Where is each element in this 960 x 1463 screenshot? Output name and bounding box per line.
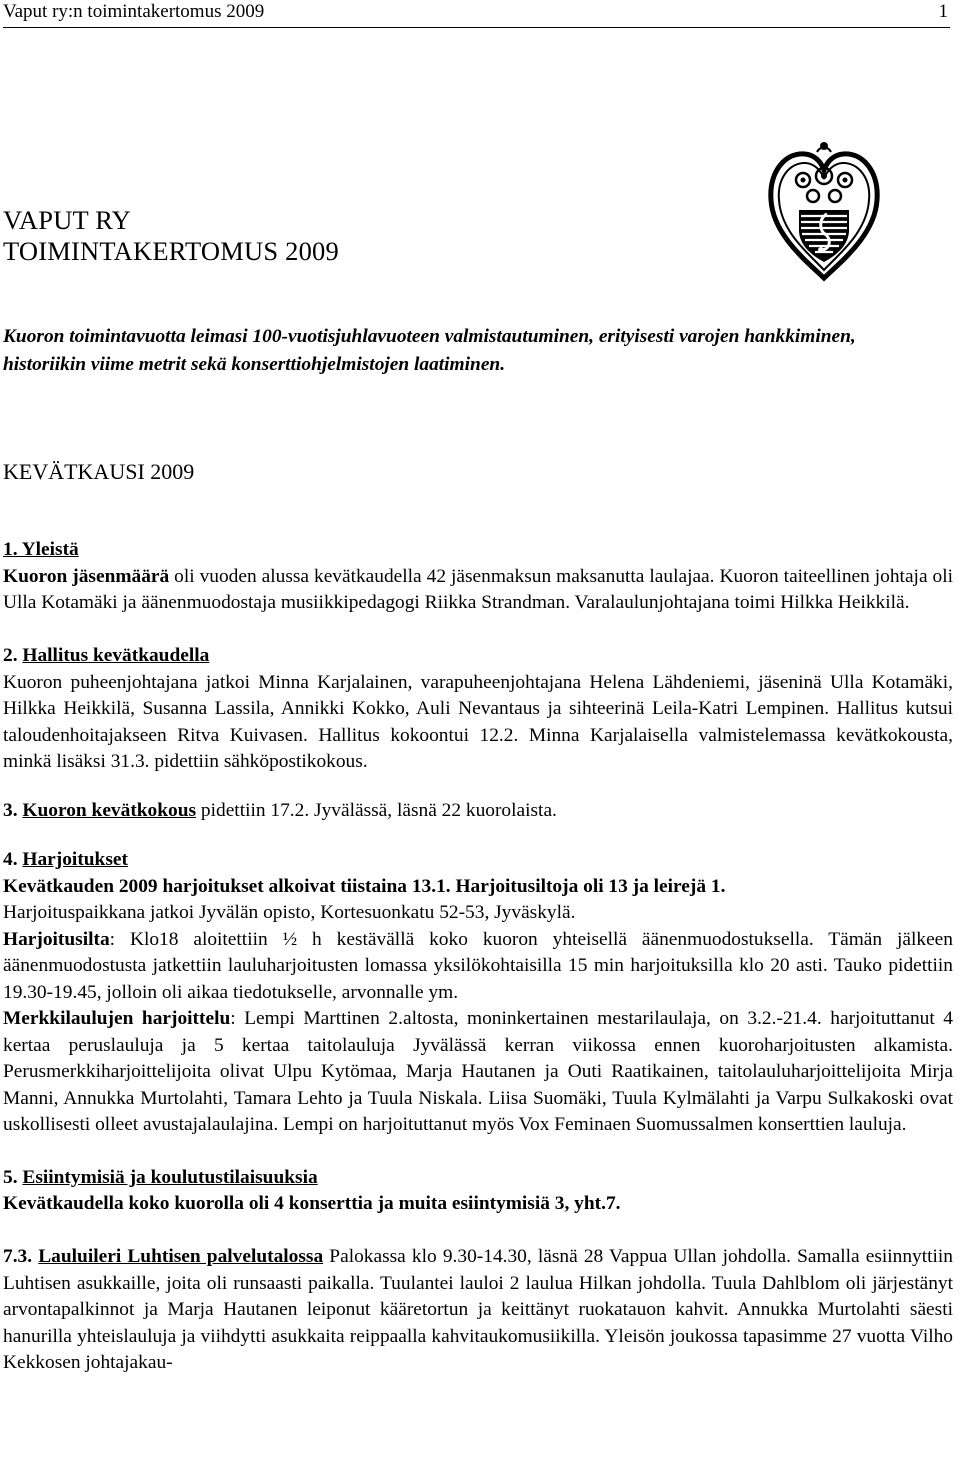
section-4-heading — [3, 847, 953, 874]
heart-crest-icon — [765, 138, 883, 283]
event-text: Palokassa klo 9.30-14.30, läsnä 28 Vappua Ullan johdolla. Samalla esiinnyttiin Luhtisen asukkaille, joita oli runsaasti paikalla. Tuulantei lauloi 2 laulua Hilkan johdolla. Tuula Dahlblom oli järjestänyt arvontapalkinnot ja Marja Hautanen leiponut kääretortun ja keittänyt ruokatauon kahvit. Annukka Murtolahti säesti hanurilla yhteislauluja ja viihdytti asukkaita reippaalla kahvitaukomusiikilla. Yleisön joukossa tapasimme 27 vuotta Vilho Kekkosen johtajakau- — [3, 1246, 953, 1373]
section-4-bold-line: Kevätkauden 2009 harjoitukset alkoivat tiistaina 13.1. Harjoitusiltoja oli 13 ja leirejä 1. — [3, 875, 726, 897]
practice-evening-text: : Klo18 aloitettiin ½ h kestävällä koko kuoron yhteisellä äänenmuodostuksella. Tämän jälkeen äänenmuodostusta jatkettiin lauluharjoitusten lomassa yksilökohtaisilla 15 min harjoituksilla klo 20 asti. Tauko pidettiin 19.30-19.45, jolloin oli aikaa tiedotukselle, arvonnalle ym. — [3, 928, 953, 1003]
section-3-title: Kuoron kevätkokous — [22, 799, 197, 821]
section-1-heading: 1. Yleistä — [3, 539, 79, 560]
section-4-title: Harjoitukset — [22, 849, 128, 870]
section-4-number: 4. — [3, 849, 23, 870]
section-3 — [3, 798, 953, 825]
badge-songs-text: : Lempi Marttinen 2.altosta, moninkertainen mestarilaulaja, on 3.2.-21.4. harjoituttanut 4 kertaa peruslauluja ja 5 kertaa taitolauluja Jyvälässä kerran viikossa ennen kuoroharjoitusten alkamista. Perusmerkkiharjoittelijoita olivat Ulpu Kytömaa, Marja Hautanen ja Outi Raatikainen, taitolauluharjoittelijoita Mirja Manni, Annukka Murtolahti, Tamara Lehto ja Tuula Niskala. Liisa Suomäki, Tuula Kylmälahti ja Varpu Sulkakoski ovat uskollisesti olleet avustajalaulajina. Lempi on harjoituttanut myös Vox Feminaen Suomussalmen konserttien lauluja. — [3, 1008, 953, 1135]
section-2-title: Hallitus kevätkaudella — [22, 645, 210, 666]
event-date: 7.3. — [3, 1246, 39, 1267]
section-4 — [3, 847, 953, 1139]
document-body — [3, 537, 953, 1377]
intro-paragraph: Kuoron toimintavuotta leimasi 100-vuotisjuhlavuoteen valmistautuminen, erityisesti varojen hankkiminen, historiikin viime metrit sekä konserttiohjelmistojen laatiminen. — [3, 326, 856, 375]
section-3-line — [3, 798, 953, 825]
section-1 — [3, 537, 953, 617]
section-5-title: Esiintymisiä ja koulutustilaisuuksia — [22, 1166, 318, 1188]
heart-crest-logo — [765, 138, 883, 283]
section-1-bold-lead: Kuoron jäsenmäärä — [3, 565, 170, 587]
page-header — [3, 0, 950, 24]
document-title-line-2: TOIMINTAKERTOMUS 2009 — [3, 236, 339, 266]
section-4-practice-evening — [3, 927, 953, 1007]
section-5-paragraph — [3, 1244, 953, 1377]
header-divider — [3, 27, 950, 28]
badge-songs-label: Merkkilaulujen harjoittelu — [3, 1008, 231, 1029]
section-2-heading — [3, 643, 953, 670]
section-3-number: 3. — [3, 799, 23, 821]
section-5-number: 5. — [3, 1166, 23, 1188]
practice-evening-label: Harjoitusilta — [3, 928, 110, 950]
section-1-paragraph — [3, 564, 953, 617]
section-3-text: pidettiin 17.2. Jyvälässä, läsnä 22 kuorolaista. — [196, 799, 557, 821]
section-4-location: Harjoituspaikkana jatkoi Jyvälän opisto, Kortesuonkatu 52-53, Jyväskylä. — [3, 902, 576, 923]
section-5 — [3, 1165, 953, 1377]
event-title: Lauluileri Luhtisen palvelutalossa — [38, 1246, 324, 1267]
season-heading: KEVÄTKAUSI 2009 — [3, 459, 195, 484]
header-title: Vaput ry:n toimintakertomus 2009 — [3, 1, 265, 22]
section-4-badge-songs — [3, 1006, 953, 1139]
section-2 — [3, 643, 953, 776]
document-title-line-1: VAPUT RY — [3, 205, 132, 235]
section-5-heading — [3, 1165, 953, 1192]
page-number: 1 — [938, 1, 948, 22]
section-2-paragraph: Kuoron puheenjohtajana jatkoi Minna Karjalainen, varapuheenjohtajana Helena Lähdeniemi, jäseninä Ulla Kotamäki, Hilkka Heikkilä, Susanna Lassila, Annikki Kokko, Auli Nevantaus ja sihteerinä Leila-Katri Lempinen. Hallitus kutsui taloudenhoitajakseen Ritva Kuivasen. Hallitus kokoontui 12.2. Minna Karjalaisella valmistelemassa kevätkokousta, minkä lisäksi 31.3. pidettiin sähköpostikokous. — [3, 671, 953, 772]
section-1-text: oli vuoden alussa kevätkaudella 42 jäsenmaksun maksanutta laulajaa. Kuoron taiteellinen johtaja oli Ulla Kotamäki ja äänenmuodostaja musiikkipedagogi Riikka Strandman. Varalaulunjohtajana toimi Hilkka Heikkilä. — [3, 565, 953, 613]
section-2-number: 2. — [3, 645, 23, 666]
section-5-bold-line: Kevätkaudella koko kuorolla oli 4 konserttia ja muita esiintymisiä 3, yht.7. — [3, 1193, 621, 1214]
